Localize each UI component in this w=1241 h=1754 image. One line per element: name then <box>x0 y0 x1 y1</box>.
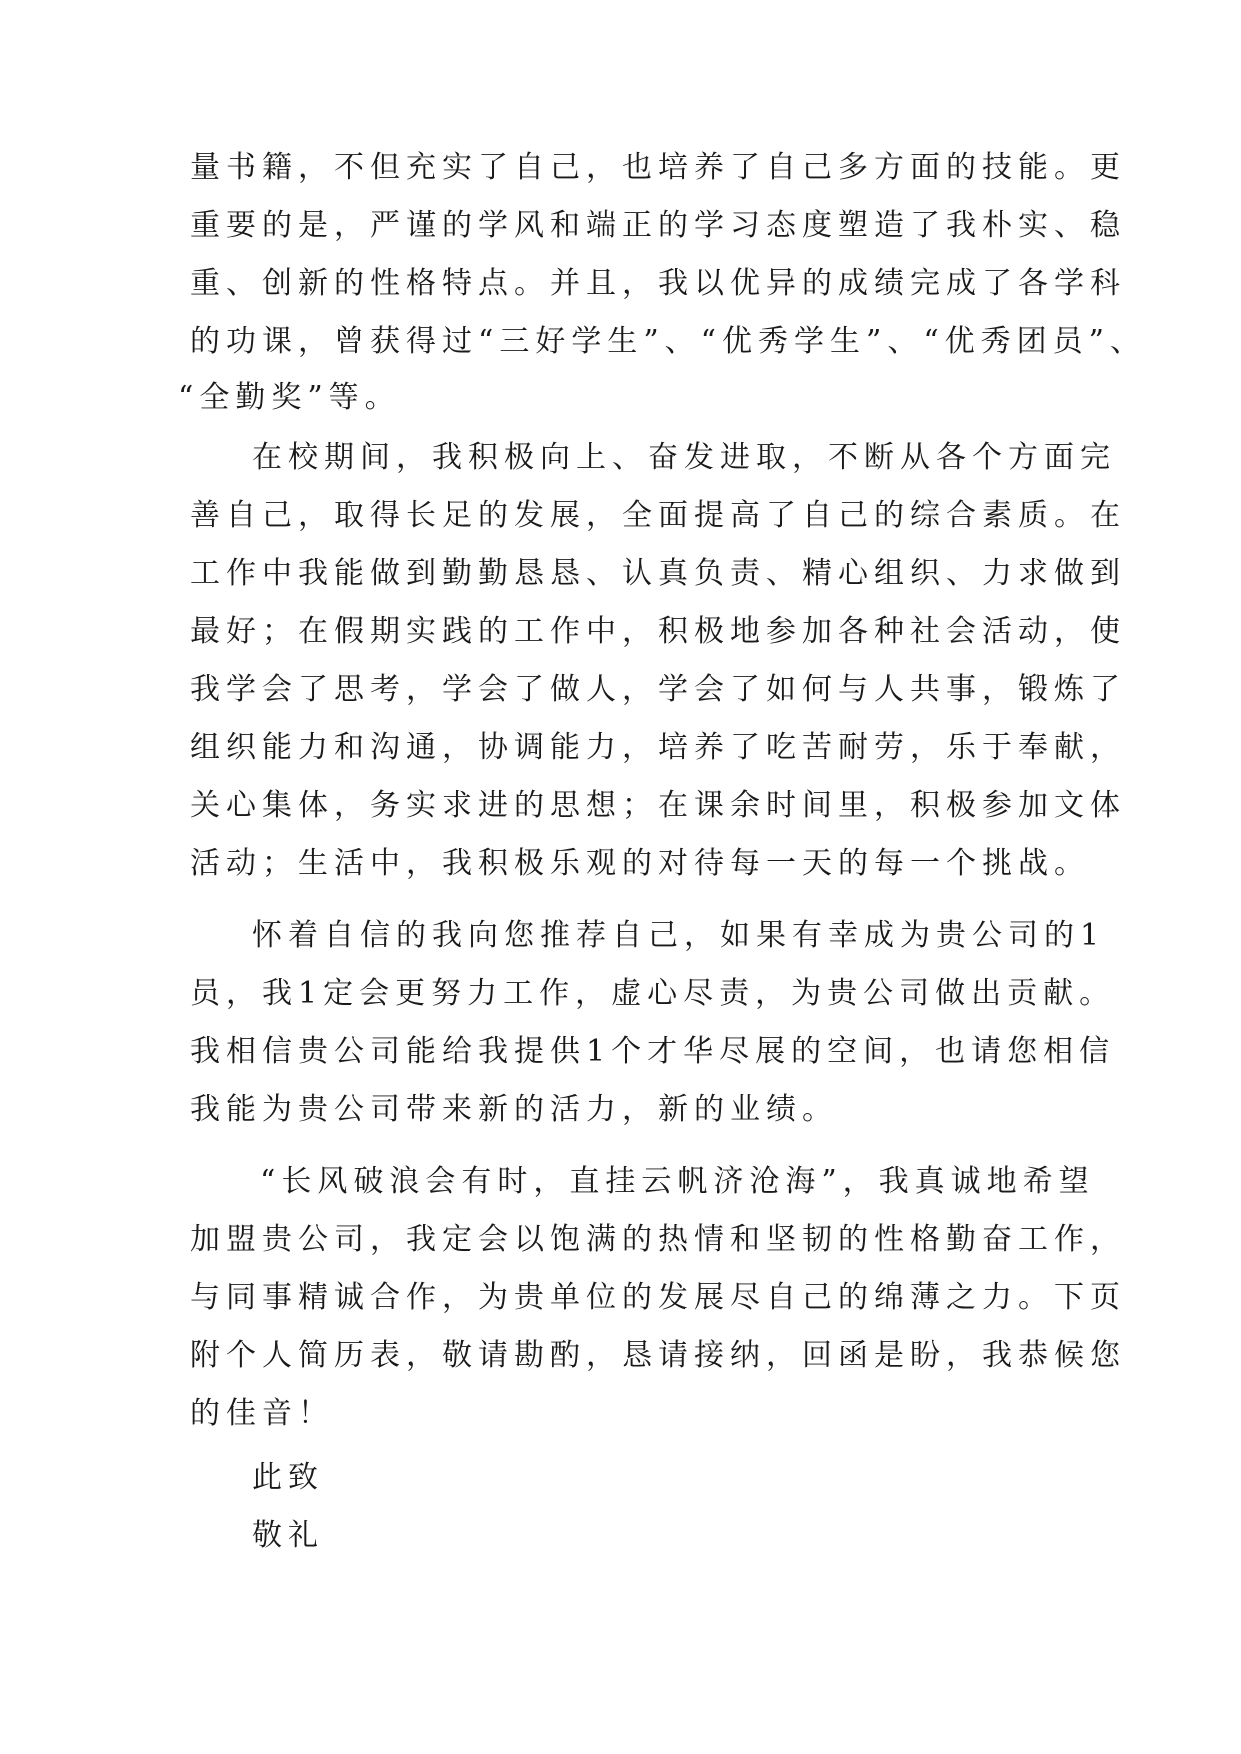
body-text-line: 与同事精诚合作，为贵单位的发展尽自己的绵薄之力。下页 <box>190 1280 1126 1315</box>
body-text-line: 加盟贵公司，我定会以饱满的热情和坚韧的性格勤奋工作， <box>190 1222 1126 1257</box>
body-text-line: 量书籍，不但充实了自己，也培养了自己多方面的技能。更 <box>190 150 1126 185</box>
paragraph-first-line: 在校期间，我积极向上、奋发进取，不断从各个方面完 <box>252 440 1116 475</box>
closing-regards: 敬礼 <box>252 1518 324 1553</box>
body-text-line: 组织能力和沟通，协调能力，培养了吃苦耐劳，乐于奉献， <box>190 730 1126 765</box>
body-text-line: 员，我1定会更努力工作，虚心尽责，为贵公司做出贡献。 <box>190 976 1116 1011</box>
body-text-line: 活动；生活中，我积极乐观的对待每一天的每一个挑战。 <box>190 846 1090 881</box>
body-text-line: 我能为贵公司带来新的活力，新的业绩。 <box>190 1092 838 1127</box>
body-text-line: 的佳音！ <box>190 1396 334 1431</box>
body-text-line: 关心集体，务实求进的思想；在课余时间里，积极参加文体 <box>190 788 1126 823</box>
body-text-line: 善自己，取得长足的发展，全面提高了自己的综合素质。在 <box>190 498 1126 533</box>
body-text-line: 重、创新的性格特点。并且，我以优异的成绩完成了各学科 <box>190 266 1126 301</box>
closing-salutation: 此致 <box>252 1460 324 1495</box>
body-text-line: 重要的是，严谨的学风和端正的学习态度塑造了我朴实、稳 <box>190 208 1126 243</box>
body-text-line: 最好；在假期实践的工作中，积极地参加各种社会活动，使 <box>190 614 1126 649</box>
body-text-line: 工作中我能做到勤勤恳恳、认真负责、精心组织、力求做到 <box>190 556 1126 591</box>
body-text-line: 我相信贵公司能给我提供1个才华尽展的空间，也请您相信 <box>190 1034 1116 1069</box>
paragraph-first-line: “长风破浪会有时，直挂云帆济沧海”，我真诚地希望 <box>260 1164 1095 1199</box>
body-text-line: 我学会了思考，学会了做人，学会了如何与人共事，锻炼了 <box>190 672 1126 707</box>
body-text-line: 的功课，曾获得过“三好学生”、“优秀学生”、“优秀团员”、 <box>190 324 1147 359</box>
paragraph-first-line: 怀着自信的我向您推荐自己，如果有幸成为贵公司的1 <box>252 918 1106 953</box>
body-text-line: “全勤奖”等。 <box>178 380 401 415</box>
body-text-line: 附个人简历表，敬请勘酌，恳请接纳，回函是盼，我恭候您 <box>190 1338 1126 1373</box>
